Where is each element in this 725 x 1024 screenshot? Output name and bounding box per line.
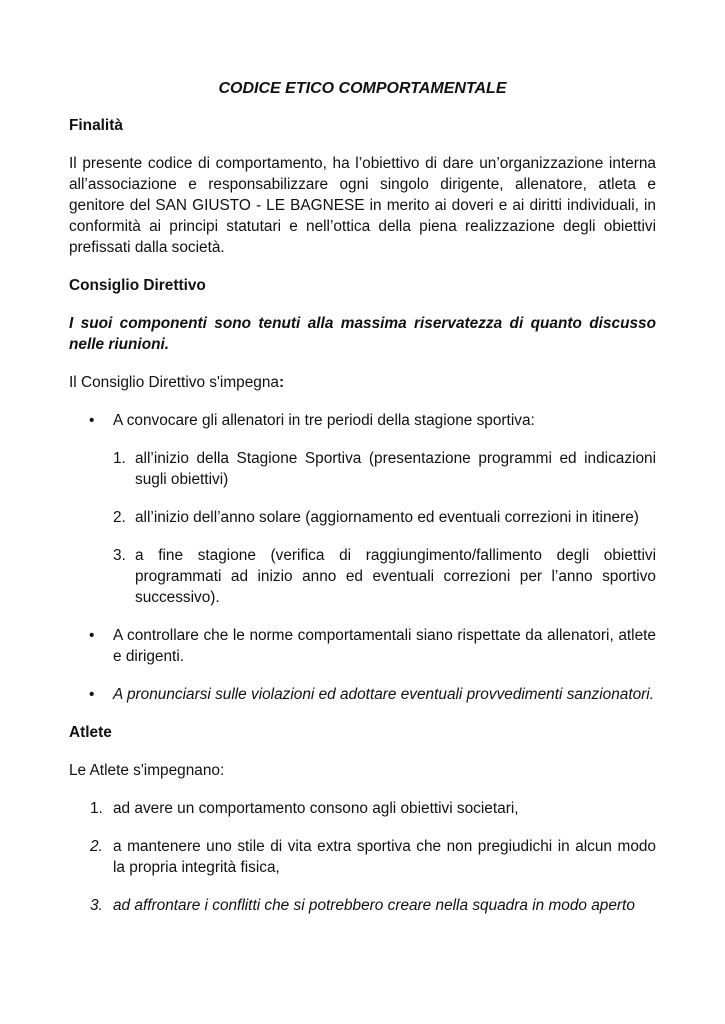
atlete-item-3 bbox=[69, 895, 656, 916]
finalita-paragraph: Il presente codice di comportamento, ha l’obiettivo di dare un’organizzazione interna all’associazione e responsabilizzare ogni singolo dirigente, allenatore, atleta e genitore del SAN GIUSTO - LE BAGNESE in merito ai doveri e ai diritti individuali, in conformità ai principi statutari e nell’ottica della piena realizzazione degli obiettivi prefissati dalla società. bbox=[69, 155, 656, 256]
atlete-item-2 bbox=[69, 836, 656, 878]
atlete-intro: Le Atlete s'impegnano: bbox=[69, 762, 225, 779]
period-item-3 bbox=[69, 545, 656, 608]
bullet-text: A controllare che le norme comportamentali siano rispettate da allenatori, atlete e dirigenti. bbox=[113, 627, 656, 665]
atlete-item-text: ad affrontare i conflitti che si potrebbero creare nella squadra in modo aperto bbox=[113, 897, 635, 914]
consiglio-bullet-list bbox=[69, 410, 656, 431]
bullet-icon: • bbox=[89, 412, 95, 429]
consiglio-intro-colon: : bbox=[278, 374, 285, 391]
list-number: 2. bbox=[90, 838, 103, 855]
atlete-numbered-list bbox=[69, 798, 656, 916]
period-item-1 bbox=[69, 448, 656, 490]
section-heading-finalita: Finalità bbox=[69, 117, 123, 134]
bullet-icon: • bbox=[89, 627, 95, 644]
list-number: 1. bbox=[90, 800, 103, 817]
atlete-item-text: ad avere un comportamento consono agli obiettivi societari, bbox=[113, 800, 519, 817]
atlete-item-1 bbox=[69, 798, 656, 819]
list-number: 3. bbox=[90, 897, 103, 914]
section-heading-atlete: Atlete bbox=[69, 724, 112, 741]
list-number: 3. bbox=[113, 547, 126, 564]
bullet-item-controllare bbox=[69, 625, 656, 667]
list-number: 1. bbox=[113, 450, 126, 467]
bullet-icon: • bbox=[89, 686, 95, 703]
consiglio-bullet-list-continued bbox=[69, 625, 656, 705]
period-text: a fine stagione (verifica di raggiungimento/fallimento degli obiettivi programmati ad inizio anno ed eventuali correzioni per l’anno sportivo successivo). bbox=[135, 547, 656, 606]
bullet-text: A convocare gli allenatori in tre periodi della stagione sportiva: bbox=[113, 412, 535, 429]
convocazioni-period-list bbox=[69, 448, 656, 608]
bullet-item-pronunciarsi bbox=[69, 684, 656, 705]
bullet-text: A pronunciarsi sulle violazioni ed adottare eventuali provvedimenti sanzionatori. bbox=[113, 686, 654, 703]
period-text: all’inizio della Stagione Sportiva (presentazione programmi ed indicazioni sugli obiettivi) bbox=[135, 450, 656, 488]
period-item-2 bbox=[69, 507, 656, 528]
list-number: 2. bbox=[113, 509, 126, 526]
section-heading-consiglio: Consiglio Direttivo bbox=[69, 277, 206, 294]
consiglio-riservatezza-note: I suoi componenti sono tenuti alla massima riservatezza di quanto discusso nelle riunioni. bbox=[69, 315, 656, 353]
consiglio-intro bbox=[69, 372, 656, 393]
period-text: all’inizio dell’anno solare (aggiornamento ed eventuali correzioni in itinere) bbox=[135, 509, 639, 526]
bullet-item-convocare bbox=[69, 410, 656, 431]
document-title: CODICE ETICO COMPORTAMENTALE bbox=[218, 80, 507, 97]
atlete-item-text: a mantenere uno stile di vita extra sportiva che non pregiudichi in alcun modo la propria integrità fisica, bbox=[113, 838, 656, 876]
consiglio-intro-text: Il Consiglio Direttivo s'impegna bbox=[69, 374, 279, 391]
